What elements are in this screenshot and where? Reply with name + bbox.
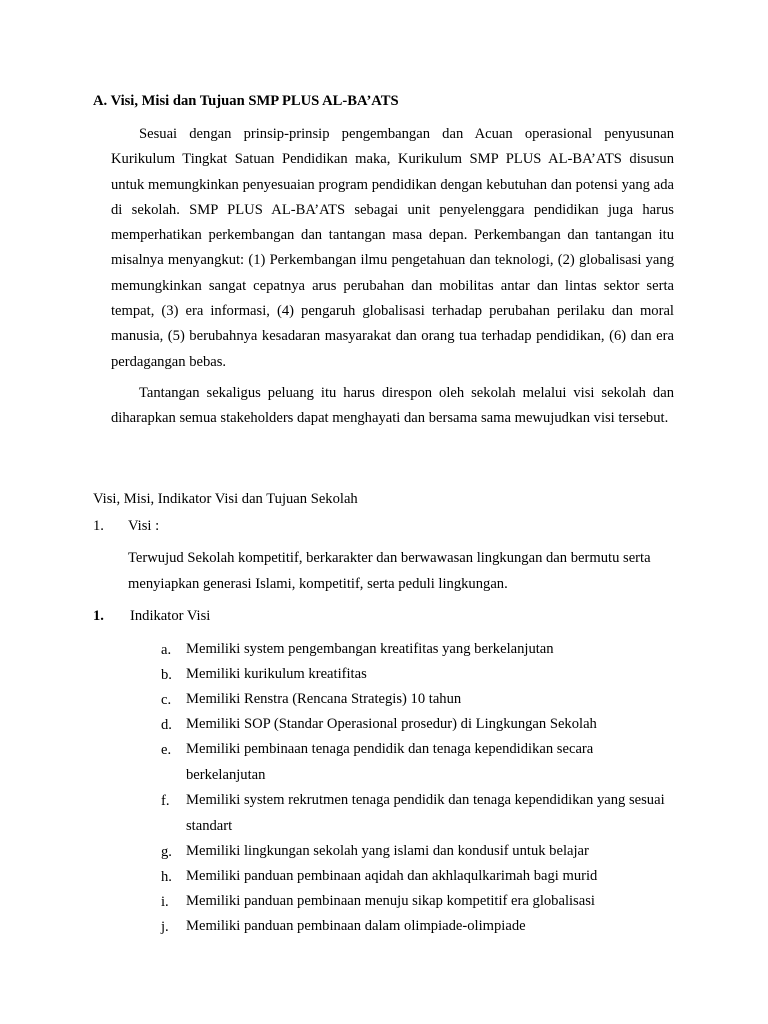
visi-label: Visi : bbox=[128, 518, 160, 534]
list-item: Memiliki system pengembangan kreatifitas yang berkelanjutan bbox=[186, 641, 554, 657]
list-item: Memiliki lingkungan sekolah yang islami dan kondusif untuk belajar bbox=[186, 843, 589, 859]
list-item-marker: b. bbox=[161, 667, 172, 683]
list-item: Memiliki panduan pembinaan aqidah dan akhlaqulkarimah bagi murid bbox=[186, 868, 598, 884]
list-item: Memiliki panduan pembinaan dalam olimpiade-olimpiade bbox=[186, 918, 526, 934]
intro-paragraph: Sesuai dengan prinsip-prinsip pengembangan dan Acuan operasional penyusunan Kurikulum Tingkat Satuan Pendidikan maka, Kurikulum SMP PLUS AL-BA’ATS disusun untuk memungkinkan penyesuaian program pendidikan dengan kebutuhan dan potensi yang ada di sekolah. SMP PLUS AL-BA’ATS sebagai unit penyelenggara pendidikan juga harus memperhatikan perkembangan dan tantangan masa depan. Perkembangan dan tantangan itu misalnya menyangkut: (1) Perkembangan ilmu pengetahuan dan teknologi, (2) globalisasi yang memungkinkan sangat cepatnya arus perubahan dan mobilitas antar dan lintas sektor serta tempat, (3) era informasi, (4) pengaruh globalisasi terhadap perubahan perilaku dan moral manusia, (5) berubahnya kesadaran masyarakat dan orang tua terhadap pendidikan, (6) dan era perdagangan bebas. bbox=[111, 126, 674, 370]
subsection-title: Visi, Misi, Indikator Visi dan Tujuan Sekolah bbox=[93, 491, 358, 507]
list-item-marker: a. bbox=[161, 642, 172, 658]
list-item-marker: j. bbox=[161, 919, 169, 935]
list-item-marker: d. bbox=[161, 717, 172, 733]
list-item: Memiliki SOP (Standar Operasional prosedur) di Lingkungan Sekolah bbox=[186, 716, 597, 732]
list-item: Memiliki system rekrutmen tenaga pendidik dan tenaga kependidikan yang sesuai standart bbox=[186, 792, 665, 834]
list-item-marker: c. bbox=[161, 692, 172, 708]
list-item-marker: g. bbox=[161, 844, 172, 860]
list-item-marker: e. bbox=[161, 742, 172, 758]
section-heading: A. Visi, Misi dan Tujuan SMP PLUS AL-BA’ATS bbox=[93, 93, 399, 109]
list-item: Memiliki Renstra (Rencana Strategis) 10 tahun bbox=[186, 691, 462, 707]
list-item: Memiliki kurikulum kreatifitas bbox=[186, 666, 367, 682]
list-item-marker: f. bbox=[161, 793, 170, 809]
indikator-label: Indikator Visi bbox=[130, 608, 211, 624]
indikator-number: 1. bbox=[93, 608, 104, 624]
challenge-paragraph: Tantangan sekaligus peluang itu harus direspon oleh sekolah melalui visi sekolah dan diharapkan semua stakeholders dapat menghayati dan bersama sama mewujudkan visi tersebut. bbox=[111, 385, 674, 427]
list-item-marker: h. bbox=[161, 869, 172, 885]
list-item: Memiliki pembinaan tenaga pendidik dan tenaga kependidikan secara berkelanjutan bbox=[186, 741, 594, 783]
list-item: Memiliki panduan pembinaan menuju sikap kompetitif era globalisasi bbox=[186, 893, 595, 909]
list-item-marker: i. bbox=[161, 894, 169, 910]
visi-statement: Terwujud Sekolah kompetitif, berkarakter dan berwawasan lingkungan dan bermutu serta menyiapkan generasi Islami, kompetitif, serta peduli lingkungan. bbox=[128, 550, 651, 592]
visi-number: 1. bbox=[93, 518, 104, 534]
